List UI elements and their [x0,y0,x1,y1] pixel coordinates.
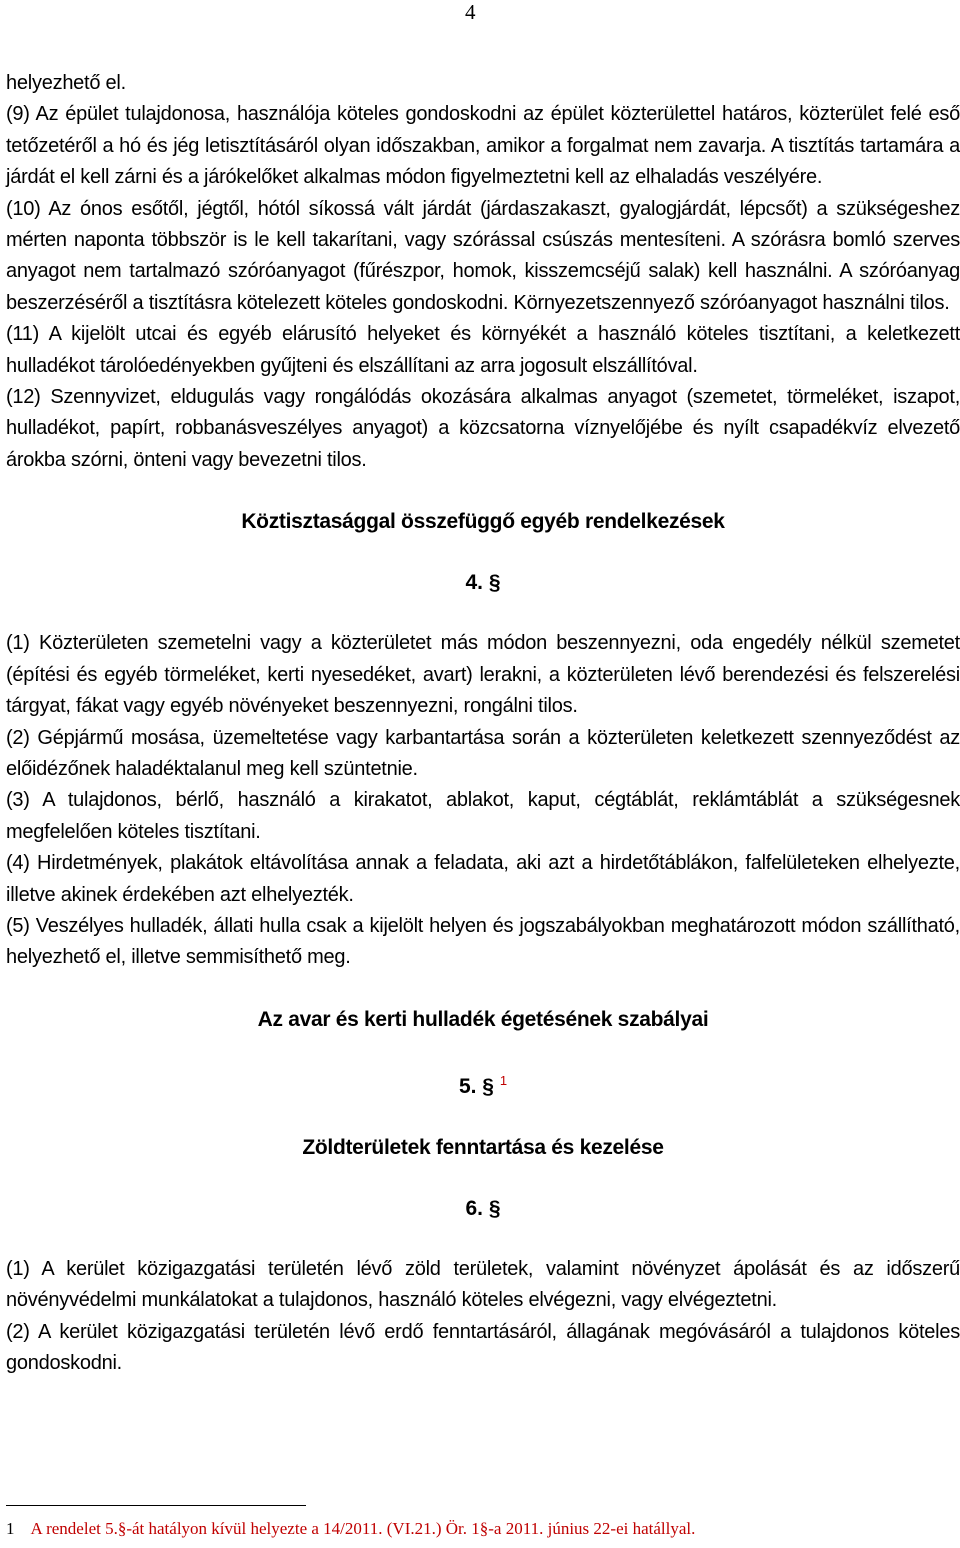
s4-paragraph-4: (4) Hirdetmények, plakátok eltávolítása annak a feladata, aki azt a hirdetőtáblákon, falfelületeken elhelyezte, illetve akinek érdekében azt elhelyezték. [6,852,960,906]
s4-paragraph-2: (2) Gépjármű mosása, üzemeltetése vagy karbantartása során a közterületen keletkezett szennyeződést az előidézőnek haladéktalanul meg kell szüntetnie. [6,726,960,780]
footnote-mark: 1 [6,1519,15,1538]
footnote-reference[interactable]: 1 [499,1072,508,1088]
section-number-4: 4. § [465,571,501,595]
page-number: 4 [465,0,476,24]
section-heading-koztisztasag: Köztisztasággal összefüggő egyéb rendelkezések [241,510,725,534]
paragraph-10: (10) Az ónos esőtől, jégtől, hótól síkossá vált járdát (járdaszakaszt, gyalogjárdát, lépcsőt) a szükségeshez mérten naponta többször is le kell takarítani, vagy szórással csúszás mentesíteni. A szórásra bomló szerves anyagot nem tartalmazó szóróanyagot (fűrészpor, homok, kisszemcséjű salak) kell használni. A szóróanyag beszerzéséről a tisztításra kötelezett köteles gondoskodni. Környezetszennyező szóróanyagot használni tilos. [6,197,960,314]
footnote-text: A rendelet 5.§-át hatályon kívül helyezte a 14/2011. (VI.21.) Ör. 1§-a 2011. június 22-ei hatállyal. [30,1519,696,1538]
section-heading-zoldterulet: Zöldterületek fenntartása és kezelése [302,1135,664,1159]
paragraph-12: (12) Szennyvizet, eldugulás vagy rongálódás okozására alkalmas anyagot (szemetet, törmeléket, iszapot, hulladékot, papírt, robbanásveszélyes anyagot) a közcsatorna víznyelőjébe és nyílt csapadékvíz elvezető árokba szórni, önteni vagy bevezetni tilos. [6,386,960,471]
s4-paragraph-5: (5) Veszélyes hulladék, állati hulla csak a kijelölt helyen és jogszabályokban meghatározott módon szállítható, helyezhető el, illetve semmisíthető meg. [6,914,960,969]
section-5-label: 5. § [458,1074,494,1098]
s4-paragraph-1: (1) Közterületen szemetelni vagy a közterületet más módon beszennyezni, oda engedély nélkül szemetet (építési és egyéb törmeléket, kerti nyesedéket, avart) lerakni, a közterületen lévő berendezési és felszerelési tárgyat, fákat vagy egyéb növényeket beszennyezni, rongálni tilos. [6,632,960,718]
paragraph-9: (9) Az épület tulajdonosa, használója köteles gondoskodni az épület közterülettel határos, közterület felé eső tetőzetéről a hó és jég letisztításáról olyan időszakban, amikor a forgalmat nem zavarja. A tisztítás tartamára a járdát el kell zárni és a járókelőket alkalmas módon figyelmeztetni kell az elhaladás veszélyére. [6,103,960,189]
paragraph-continuation: helyezhető el. [6,72,126,94]
s6-paragraph-2: (2) A kerület közigazgatási területén lévő erdő fenntartásáról, állagának megóvásáról a tulajdonos köteles gondoskodni. [6,1320,960,1374]
document-body [6,68,960,1379]
s6-paragraph-1: (1) A kerület közigazgatási területén lévő zöld területek, valamint növényzet ápolását és az időszerű növényvédelmi munkálatokat a tulajdonos, használó köteles elvégezni, vagy elvégeztetni. [6,1257,960,1312]
section-number-5 [6,1065,960,1102]
s4-paragraph-3: (3) A tulajdonos, bérlő, használó a kirakatot, ablakot, kaput, cégtáblát, reklámtáblát a szükségesnek megfelelően köteles tisztítani. [6,789,960,843]
section-heading-avar: Az avar és kerti hulladék égetésének szabályai [257,1007,709,1031]
footnote-separator [6,1505,306,1506]
paragraph-11: (11) A kijelölt utcai és egyéb elárusító helyeket és környékét a használó köteles tisztítani, a keletkezett hulladékot tárolóedényekben gyűjteni és elszállítani az arra jogosult elszállítóval. [6,323,960,377]
footnote [6,1519,695,1539]
section-number-6: 6. § [465,1196,501,1220]
